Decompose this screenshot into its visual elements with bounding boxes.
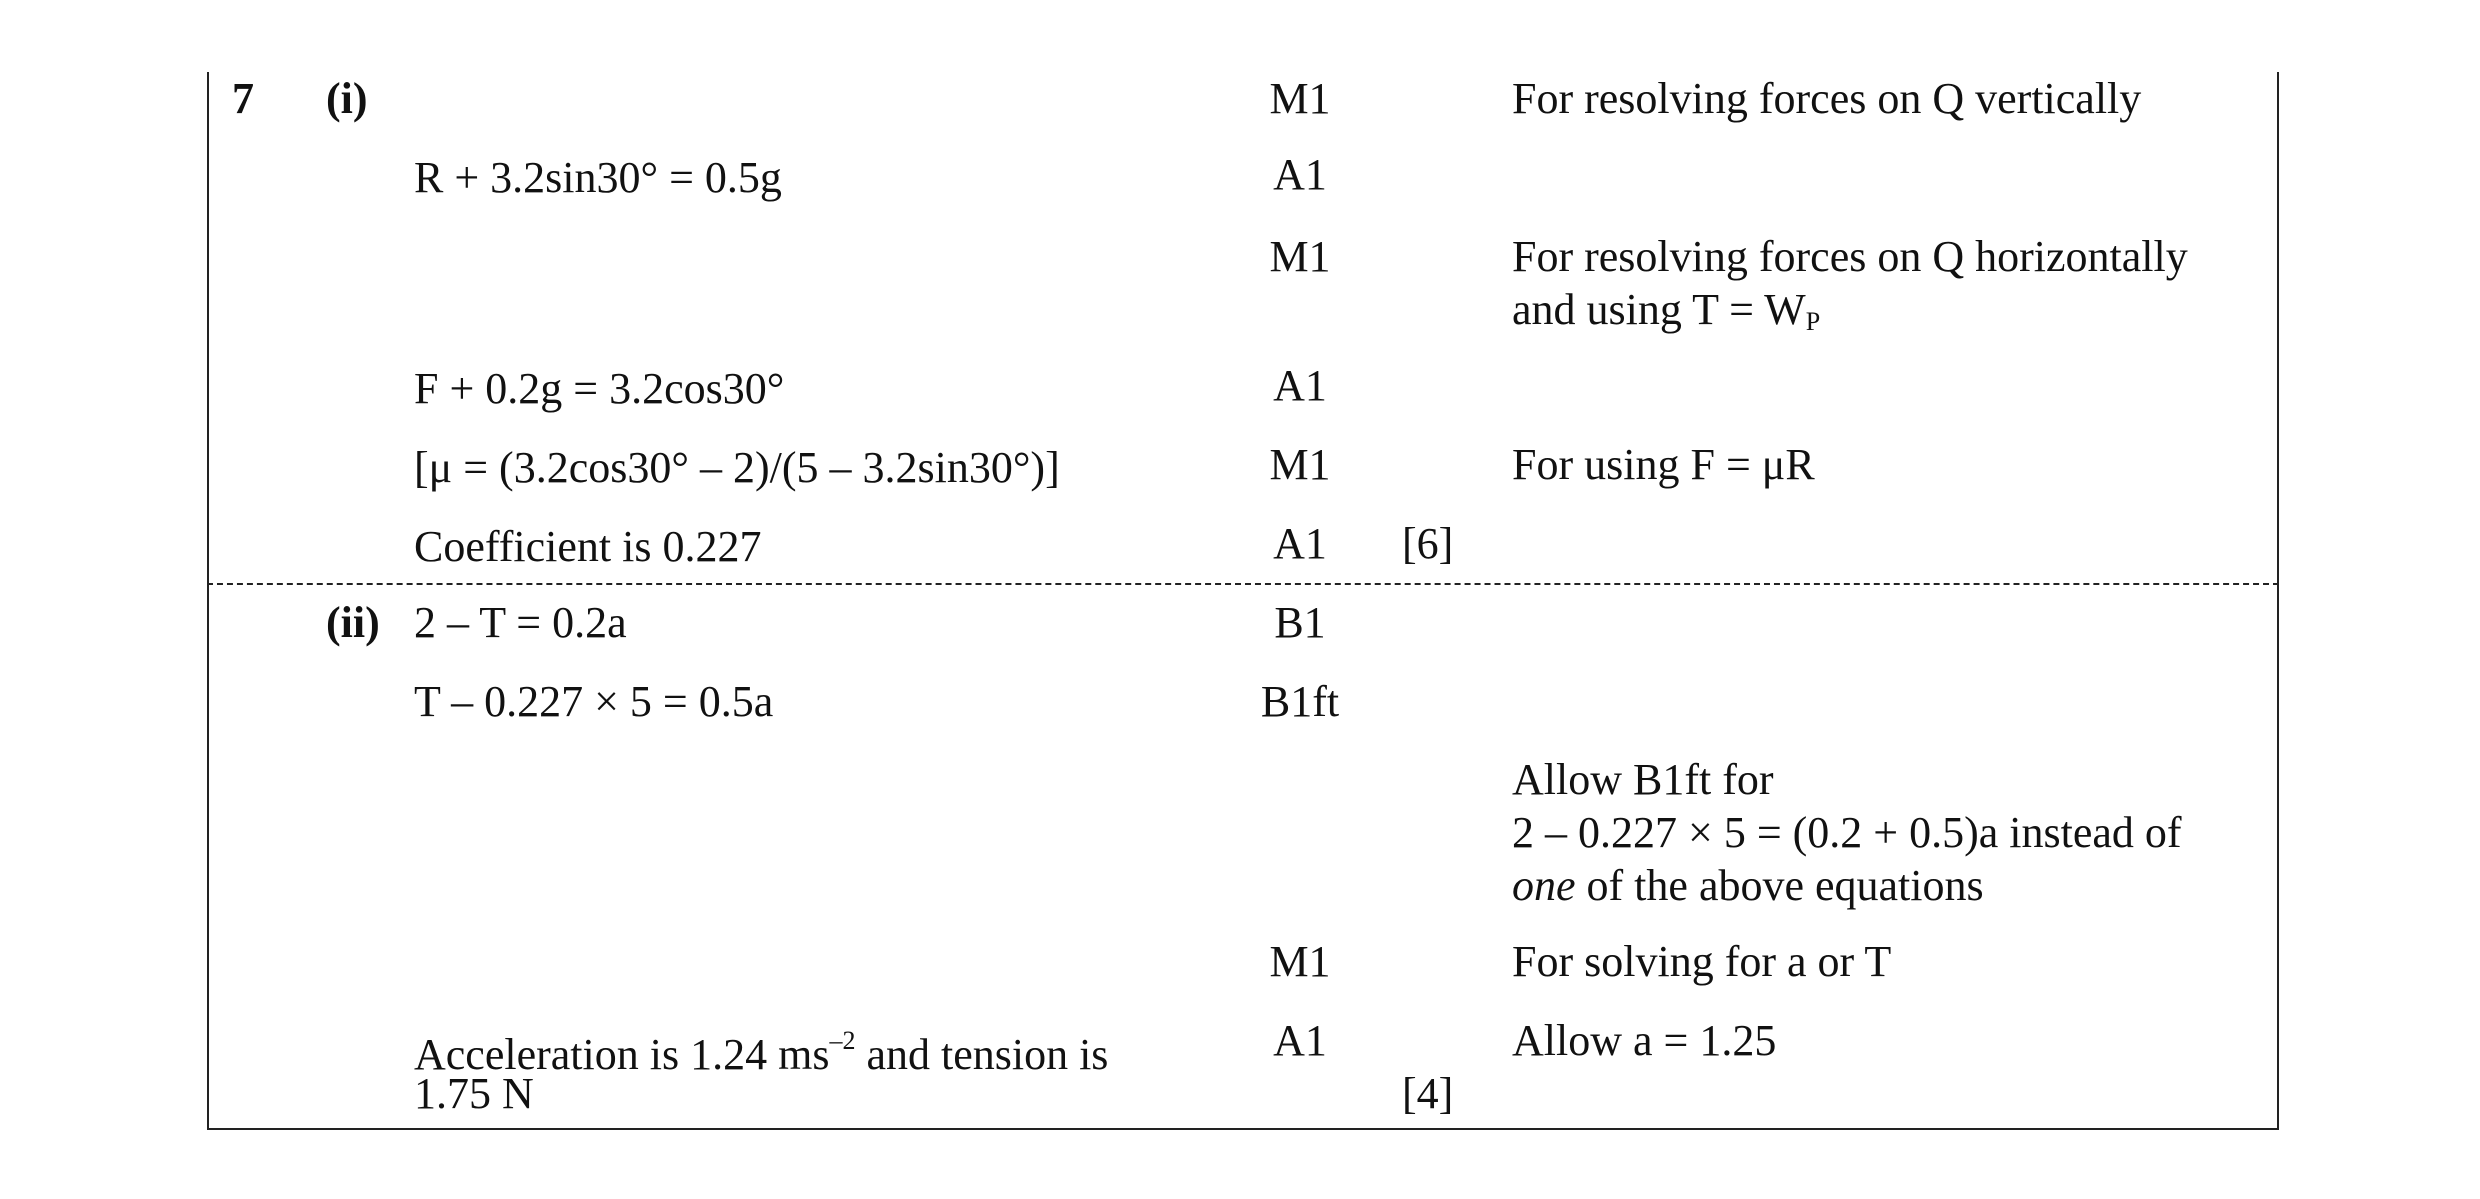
working-line: Acceleration is 1.24 $ms^{-2}$ and tension is — [414, 1026, 1109, 1079]
working-line: 2 – T = 0.2a — [414, 598, 627, 647]
guidance-note: For resolving forces on Q vertically — [1512, 74, 2142, 123]
guidance-note: For resolving forces on Q horizontally — [1512, 232, 2188, 281]
working-line: F + 0.2g = 3.2cos30° — [414, 364, 785, 413]
mark-cell: B1 — [1274, 598, 1326, 647]
mark-cell: A1 — [1273, 519, 1327, 568]
part-divider — [207, 583, 2279, 585]
part-label-i: (i) — [326, 74, 368, 123]
guidance-note: one of the above equations — [1512, 861, 1984, 910]
mark-cell: B1ft — [1260, 677, 1340, 726]
working-line: R + 3.2sin30° = 0.5g — [414, 153, 782, 202]
part-label-ii: (ii) — [326, 598, 380, 647]
part-total: [4] — [1402, 1069, 1454, 1118]
mark-cell: M1 — [1269, 937, 1331, 986]
guidance-note: and using $T = W_P$ — [1512, 285, 1821, 336]
working-line: 1.75 N — [414, 1069, 534, 1118]
mark-cell: A1 — [1273, 150, 1327, 199]
guidance-note: Allow B1ft for — [1512, 755, 1774, 804]
guidance-note: Allow a = 1.25 — [1512, 1016, 1777, 1065]
working-line: [μ = (3.2cos30° – 2)/(5 – 3.2sin30°)] — [414, 443, 1060, 492]
mark-cell: M1 — [1269, 74, 1331, 123]
guidance-note: 2 – 0.227 × 5 = (0.2 + 0.5)a instead of — [1512, 808, 2182, 857]
mark-cell: A1 — [1273, 361, 1327, 410]
working-line: Coefficient is 0.227 — [414, 522, 762, 571]
guidance-note: For using F = μR — [1512, 440, 1815, 489]
question-number: 7 — [232, 74, 254, 123]
part-total: [6] — [1402, 519, 1454, 568]
working-line: T – 0.227 × 5 = 0.5a — [414, 677, 774, 726]
mark-cell: M1 — [1269, 232, 1331, 281]
mark-cell: A1 — [1273, 1016, 1327, 1065]
guidance-note: For solving for a or T — [1512, 937, 1892, 986]
mark-cell: M1 — [1269, 440, 1331, 489]
